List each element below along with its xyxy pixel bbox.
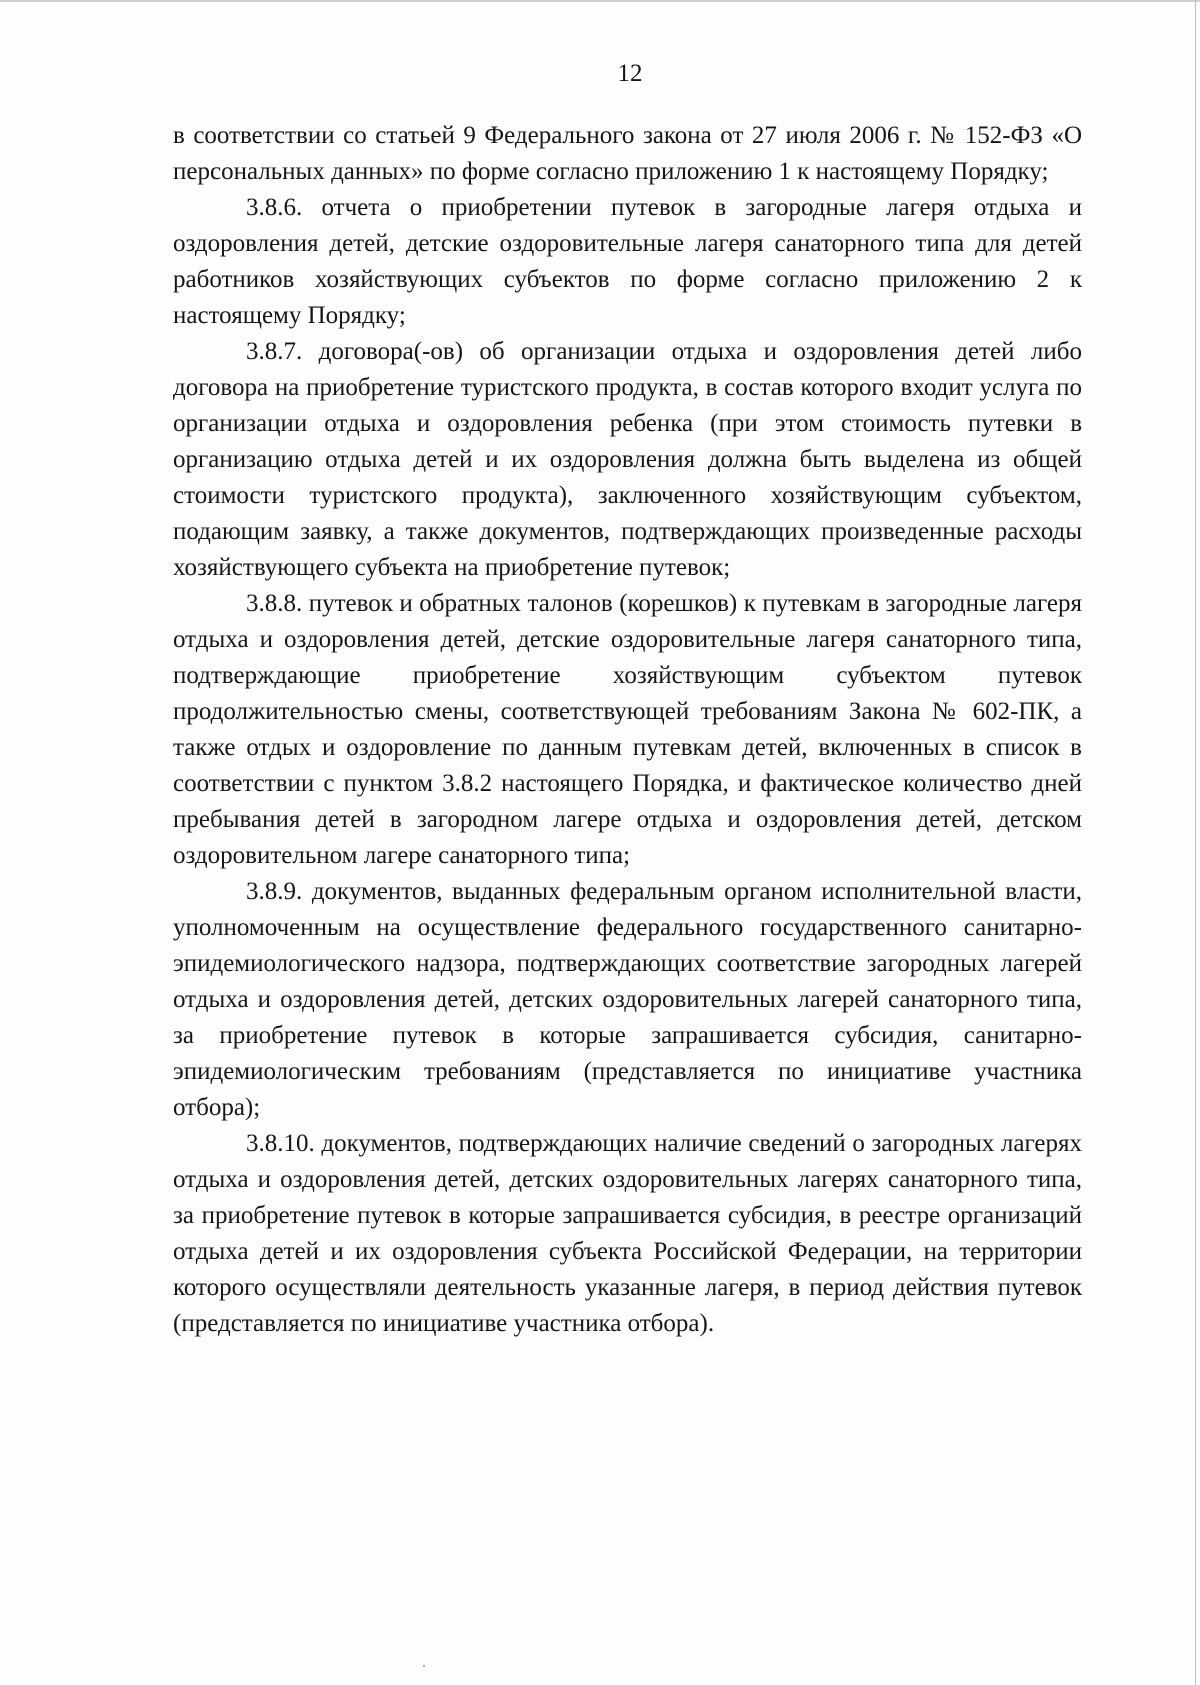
document-body xyxy=(173,118,1082,1342)
paragraph-3-8-8: 3.8.8. путевок и обратных талонов (корешков) к путевкам в загородные лагеря отдыха и оздоровления детей, детские оздоровительные лагеря санаторного типа, подтверждающие приобретение хозяйствующим субъектом путевок продолжительностью смены, соответствующей требованиям Закона № 602-ПК, а также отдых и оздоровление по данным путевкам детей, включенных в список в соответствии с пунктом 3.8.2 настоящего Порядка, и фактическое количество дней пребывания детей в загородном лагере отдыха и оздоровления детей, детском оздоровительном лагере санаторного типа; xyxy=(173,590,1082,869)
paragraph-3-8-9: 3.8.9. документов, выданных федеральным органом исполнительной власти, уполномоченным на осуществление федерального государственного санитарно-эпидемиологического надзора, подтверждающих соответствие загородных лагерей отдыха и оздоровления детей, детских оздоровительных лагерей санаторного типа, за приобретение путевок в которые запрашивается субсидия, санитарно-эпидемиологическим требованиям (представляется по инициативе участника отбора); xyxy=(173,878,1082,1121)
paragraph-3-8-6: 3.8.6. отчета о приобретении путевок в загородные лагеря отдыха и оздоровления детей, детские оздоровительные лагеря санаторного типа для детей работников хозяйствующих субъектов по форме согласно приложению 2 к настоящему Порядку; xyxy=(173,194,1082,329)
scan-speck xyxy=(423,1665,425,1667)
paragraph-3-8-7: 3.8.7. договора(-ов) об организации отдыха и оздоровления детей либо договора на приобретение туристского продукта, в состав которого входит услуга по организации отдыха и оздоровления ребенка (при этом стоимость путевки в организацию отдыха детей и их оздоровления должна быть выделена из общей стоимости туристского продукта), заключенного хозяйствующим субъектом, подающим заявку, а также документов, подтверждающих произведенные расходы хозяйствующего субъекта на приобретение путевок; xyxy=(173,338,1082,581)
scan-edge-top xyxy=(0,0,1200,2)
scan-edge-right xyxy=(1195,0,1196,1685)
page-number: 12 xyxy=(617,60,643,87)
paragraph-continuation: в соответствии со статьей 9 Федерального закона от 27 июля 2006 г. № 152-ФЗ «О персональных данных» по форме согласно приложению 1 к настоящему Порядку; xyxy=(173,122,1082,185)
paragraph-3-8-10: 3.8.10. документов, подтверждающих наличие сведений о загородных лагерях отдыха и оздоровления детей, детских оздоровительных лагерях санаторного типа, за приобретение путевок в которые запрашивается субсидия, в реестре организаций отдыха детей и их оздоровления субъекта Российской Федерации, на территории которого осуществляли деятельность указанные лагеря, в период действия путевок (представляется по инициативе участника отбора). xyxy=(173,1130,1082,1337)
